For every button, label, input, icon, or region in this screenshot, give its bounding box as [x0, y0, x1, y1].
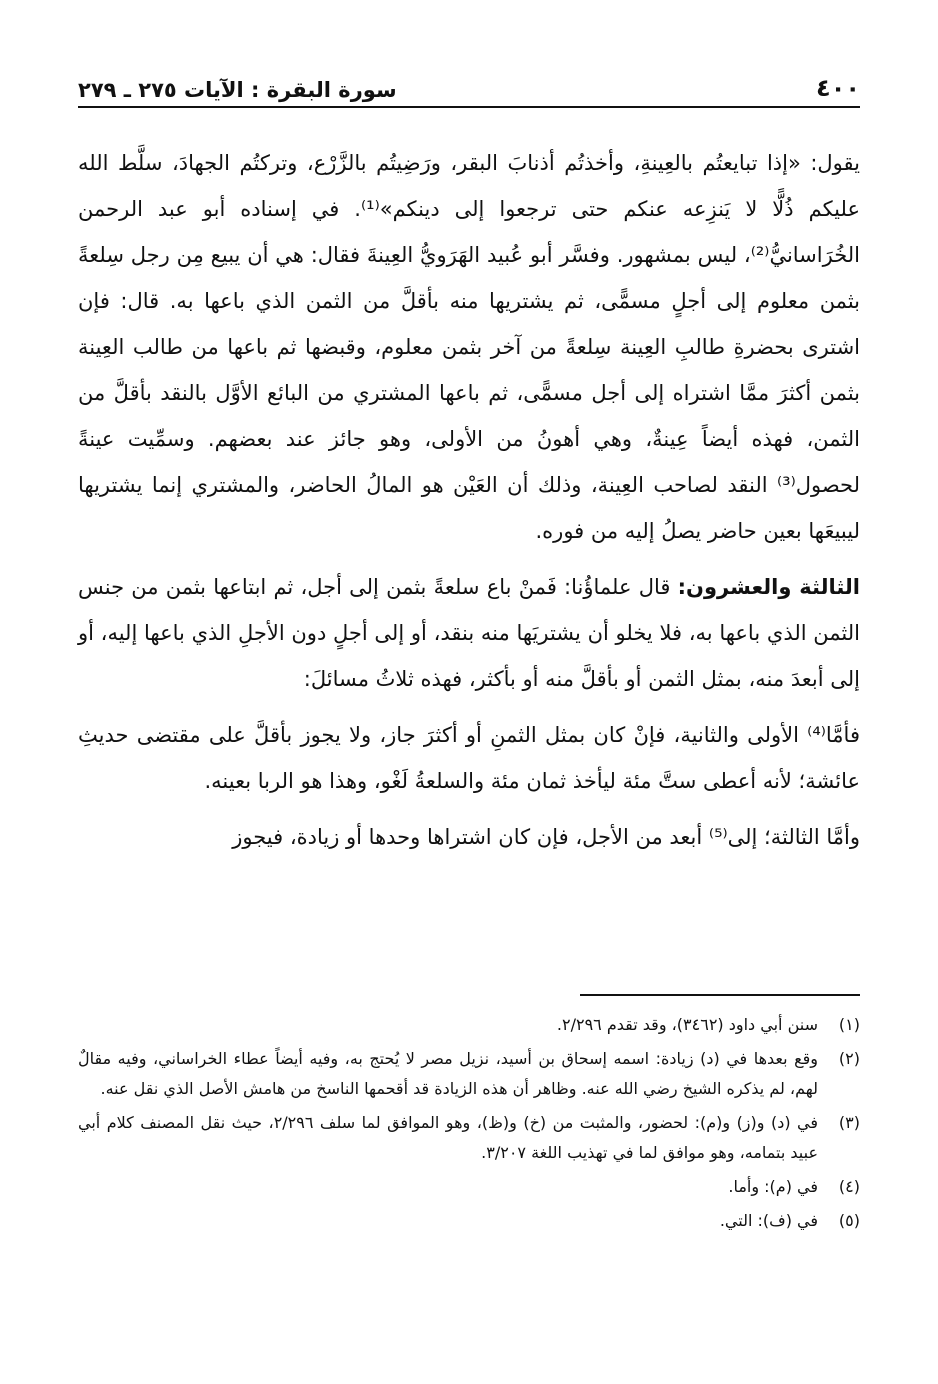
paragraph-text: فأمَّا⁽⁴⁾ الأولى والثانية، فإنْ كان بمثل الثمنِ أو أكثرَ جاز، ولا يجوز بأقلَّ على مقتضى حديثِ عائشة؛ لأنه أعطى ستَّ مئة ليأخذ ثمان مئة والسلعةُ لَغْو، وهذا هو الربا بعينه.	[78, 723, 860, 793]
paragraph	[78, 564, 860, 702]
section-heading: الثالثة والعشرون:	[677, 575, 861, 599]
footnote-text: في (م): وأما.	[728, 1177, 818, 1196]
main-text	[78, 140, 860, 870]
page-number: ٤٠٠	[816, 74, 860, 102]
footnotes	[78, 1010, 860, 1240]
footnote	[78, 1044, 860, 1104]
footnote	[78, 1206, 860, 1236]
footnote-number: (١)	[838, 1015, 860, 1034]
paragraph	[78, 814, 860, 860]
footnote-number: (٥)	[838, 1211, 860, 1230]
footnote-text: وقع بعدها في (د) زيادة: اسمه إسحاق بن أسيد، نزيل مصر لا يُحتج به، وفيه أيضاً عطاء الخراساني، وفيه مقالٌ لهم، لم يذكره الشيخ رضي الله عنه. وظاهر أن هذه الزيادة قد أقحمها الناسخ من هامش الأصل الذي نقل عنه.	[78, 1049, 818, 1098]
paragraph-text: يقول: «إذا تبايعتُم بالعِينةِ، وأخذتُم أذنابَ البقر، ورَضِيتُم بالزَّرْع، وتركتُم الجهادَ، سلَّط الله عليكم ذُلًّا لا يَنزِعه عنكم حتى ترجعوا إلى دينكم»⁽¹⁾. في إسناده أبو عبد الرحمن الخُرَاسانيُّ⁽²⁾، ليس بمشهور. وفسَّر أبو عُبيد الهَرَويُّ العِينةَ فقال: هي أن يبيع مِن رجل سِلعةً بثمن معلوم إلى أجلٍ مسمًّى، ثم يشتريها منه بأقلَّ من الثمن الذي باعها به. قال: فإن اشترى بحضرةِ طالبِ العِينة سِلعةً من آخر بثمن معلوم، وقبضها ثم باعها من طالب العِينة بثمن أكثرَ ممَّا اشتراه إلى أجل مسمًّى، ثم باعها المشتري من البائع الأوَّل بالنقد بأقلَّ من الثمن، فهذه أيضاً عِينةٌ، وهي أهونُ من الأولى، وهو جائز عند بعضهم. وسمِّيت عينةً لحصول⁽³⁾ النقد لصاحب العِينة، وذلك أن العَيْن هو المالُ الحاضر، والمشتري إنما يشتريها ليبيعَها بعين حاضر يصلُ إليه من فوره.	[78, 151, 860, 543]
footnote-text: سنن أبي داود (٣٤٦٢)، وقد تقدم ٢/٢٩٦.	[556, 1015, 818, 1034]
paragraph	[78, 140, 860, 554]
footnote-number: (٤)	[838, 1177, 860, 1196]
footnote	[78, 1108, 860, 1168]
paragraph-text: وأمَّا الثالثة؛ إلى⁽⁵⁾ أبعد من الأجل، فإن كان اشتراها وحدها أو زيادة، فيجوز	[232, 825, 860, 849]
footnote	[78, 1010, 860, 1040]
footnote-separator	[580, 994, 860, 996]
page-header	[78, 62, 860, 108]
footnote-number: (٢)	[838, 1049, 860, 1068]
footnote-number: (٣)	[838, 1113, 860, 1132]
footnote-text: في (ف): التي.	[719, 1211, 818, 1230]
footnote-text: في (د) و(ز) و(م): لحضور، والمثبت من (خ) و(ظ)، وهو الموافق لما سلف ٢/٢٩٦، حيث نقل المصنف كلام أبي عبيد بتمامه، وهو موافق لما في تهذيب اللغة ٣/٢٠٧.	[78, 1113, 819, 1162]
paragraph	[78, 712, 860, 804]
paragraph-text: قال علماؤُنا: فَمنْ باع سلعةً بثمن إلى أجل، ثم ابتاعها بثمن من جنس الثمن الذي باعها به، فلا يخلو أن يشتريَها منه بنقد، أو إلى أجلٍ دون الأجلِ الذي باعها إليه، أو إلى أبعدَ منه، بمثل الثمن أو بأقلَّ منه أو بأكثر، فهذه ثلاثُ مسائلَ:	[78, 575, 860, 691]
footnote	[78, 1172, 860, 1202]
running-title: سورة البقرة : الآيات ٢٧٥ ـ ٢٧٩	[78, 78, 397, 102]
